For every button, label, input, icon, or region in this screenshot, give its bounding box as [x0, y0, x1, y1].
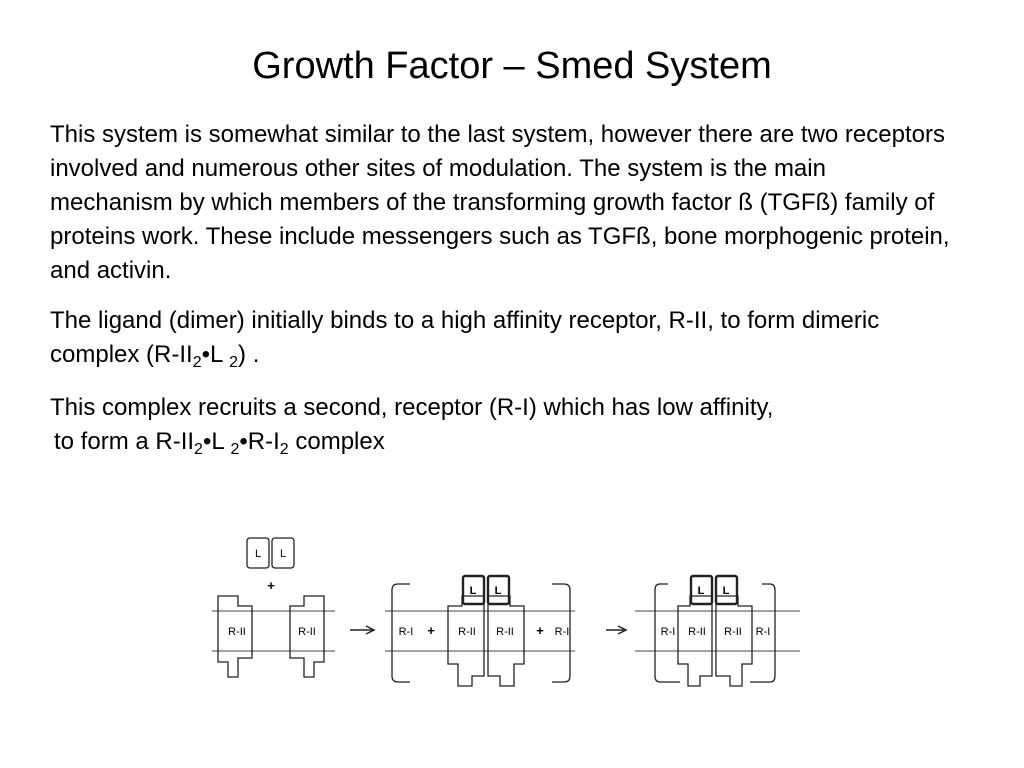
- ligand-label: L: [254, 548, 262, 560]
- p2-text-ligand: •L: [201, 341, 230, 368]
- receptor-ii-shape: [716, 596, 752, 686]
- paragraph-intro: This system is somewhat similar to the last system, however there are two receptors involved and numerous other sites of modulation. The system is the main mechanism by which members of the transforming growth factor ß (TGFß) family of proteins work. These include messengers such as TGFß, bone morphogenic protein, and activin.: [50, 121, 950, 284]
- p3-subscript-ligand: 2: [230, 441, 240, 458]
- p3-subscript-ri: 2: [279, 441, 289, 458]
- receptor-i-label: R-I: [554, 626, 570, 638]
- arrow-icon: [606, 626, 626, 634]
- ligand-label: L: [469, 585, 477, 597]
- ligand-label: L: [697, 585, 705, 597]
- plus-sign: +: [267, 578, 275, 593]
- free-ligand-dimer: [247, 538, 294, 568]
- arrow-icon: [350, 626, 374, 634]
- plus-sign: +: [536, 623, 544, 638]
- receptor-ii-shape: [488, 596, 524, 686]
- p2-subscript-ligand: 2: [229, 354, 239, 371]
- receptor-ii-label: R-II: [496, 626, 514, 638]
- paragraph-ligand-binding: [50, 304, 950, 372]
- p3-text-ligand: •L: [202, 428, 231, 455]
- ligand-label: L: [722, 585, 730, 597]
- paragraph-recruitment: [50, 391, 950, 459]
- bound-ligand-dimer: [691, 576, 737, 604]
- plus-sign: +: [427, 623, 435, 638]
- p2-subscript: 2: [192, 354, 202, 371]
- receptor-ii-label: R-II: [458, 626, 476, 638]
- ligand-label: L: [279, 548, 287, 560]
- slide-title: Growth Factor – Smed System: [252, 45, 772, 87]
- p3-text-complex: to form a R-II: [54, 428, 195, 455]
- receptor-ii-label: R-II: [688, 626, 706, 638]
- p3-text-end: complex: [288, 428, 385, 455]
- receptor-ii-label: R-II: [228, 626, 246, 638]
- receptor-i-label: R-I: [660, 626, 676, 638]
- p2-text: The ligand (dimer) initially binds to a high affinity receptor, R-II, to form dimeric complex (R-II: [50, 307, 880, 368]
- receptor-ii-label: R-II: [298, 626, 316, 638]
- bound-ligand-dimer: [463, 576, 509, 604]
- p3-text: This complex recruits a second, receptor (R-I) which has low affinity,: [50, 394, 774, 421]
- p2-text-end: ) .: [238, 341, 260, 368]
- receptor-ii-shape: [448, 596, 484, 686]
- receptor-i-label: R-I: [398, 626, 414, 638]
- receptor-binding-diagram: [200, 525, 820, 695]
- p3-text-ri: •R-I: [239, 428, 280, 455]
- receptor-ii-label: R-II: [724, 626, 742, 638]
- p3-subscript-rii: 2: [194, 441, 203, 458]
- ligand-label: L: [494, 585, 502, 597]
- receptor-ii-shape: [678, 596, 712, 686]
- receptor-i-label: R-I: [755, 626, 771, 638]
